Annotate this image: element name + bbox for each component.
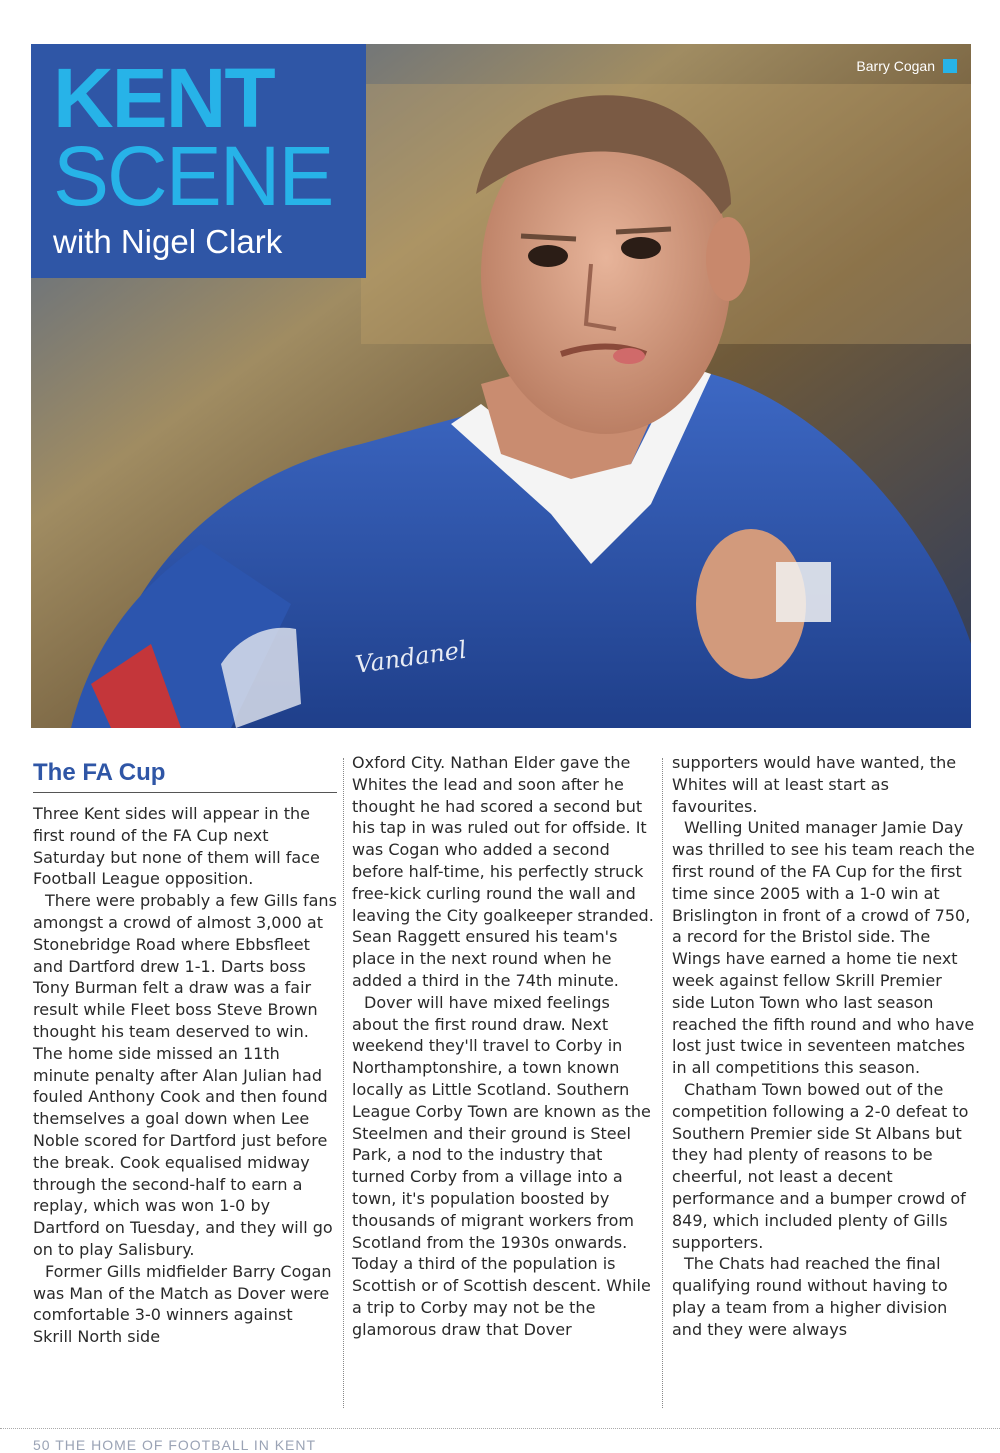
column-title-kent: KENT	[53, 51, 274, 145]
article-column-2	[352, 752, 656, 1341]
paragraph: There were probably a few Gills fans amongst a crowd of almost 3,000 at Stonebridge Road where Ebbsfleet and Dartford drew 1-1. Darts boss Tony Burman felt a draw was a fair result while Fleet boss Steve Brown thought his team deserved to win. The home side missed an 11th minute penalty after Alan Julian had fouled Anthony Cook and then found themselves a goal down when Lee Noble scored for Dartford just before the break. Cook equalised midway through the second-half to earn a replay, which was won 1-0 by Dartford on Tuesday, and they will go on to play Salisbury.	[33, 891, 337, 1259]
paragraph: supporters would have wanted, the Whites will at least start as favourites.	[672, 753, 957, 816]
paragraph: Welling United manager Jamie Day was thrilled to see his team reach the first round of the FA Cup for the first time since 2005 with a 1-0 win at Brislington in front of a crowd of 750, a record for the Bristol side. The Wings have earned a home tie next week against fellow Skrill Premier side Luton Town who last season reached the fifth round and who have lost just twice in seventeen matches in all competitions this season.	[672, 818, 975, 1078]
paragraph: The Chats had reached the final qualifying round without having to play a team from a higher division and they were always	[672, 1254, 948, 1339]
column-title-block	[31, 44, 366, 278]
svg-text:Vandanel: Vandanel	[353, 635, 469, 679]
paragraph: Three Kent sides will appear in the first round of the FA Cup next Saturday but none of them will face Football League opposition.	[33, 804, 320, 889]
photo-credit	[856, 58, 957, 74]
column-divider	[343, 758, 344, 1408]
paragraph: Chatham Town bowed out of the competition following a 2-0 defeat to Southern Premier side St Albans but they had plenty of reasons to be cheerful, not least a decent performance and a bumper crowd of 849, which included plenty of Gills supporters.	[672, 1079, 969, 1252]
article-column-3	[672, 752, 976, 1341]
paragraph: Dover will have mixed feelings about the first round draw. Next weekend they'll travel to Corby in Northamptonshire, a town known locally as Little Scotland. Southern League Corby Town are known as the Steelmen and their ground is Steel Park, a nod to the industry that turned Corby from a village into a town, it's population boosted by thousands of migrant workers from Scotland from the 1930s onwards. Today a third of the population is Scottish or of Scottish descent. While a trip to Corby may not be the glamorous draw that Dover	[352, 992, 651, 1339]
column-divider	[662, 758, 663, 1408]
section-heading: The FA Cup	[33, 758, 337, 793]
page-footer: 50 THE HOME OF FOOTBALL IN KENT	[33, 1437, 317, 1453]
column-title-scene: SCENE	[53, 129, 333, 223]
photo-credit-text: Barry Cogan	[856, 58, 935, 74]
footer-rule	[0, 1428, 1000, 1429]
credit-marker	[943, 59, 957, 73]
paragraph: Oxford City. Nathan Elder gave the Whites the lead and soon after he thought he had scored a second but his tap in was ruled out for offside. It was Cogan who added a second before half-time, his perfectly struck free-kick curling round the wall and leaving the City goalkeeper stranded. Sean Raggett ensured his team's place in the next round when he added a third in the 74th minute.	[352, 753, 654, 990]
article-column-1	[33, 752, 337, 1348]
paragraph: Former Gills midfielder Barry Cogan was Man of the Match as Dover were comfortable 3-0 winners against Skrill North side	[33, 1261, 332, 1347]
column-byline: with Nigel Clark	[53, 223, 283, 260]
